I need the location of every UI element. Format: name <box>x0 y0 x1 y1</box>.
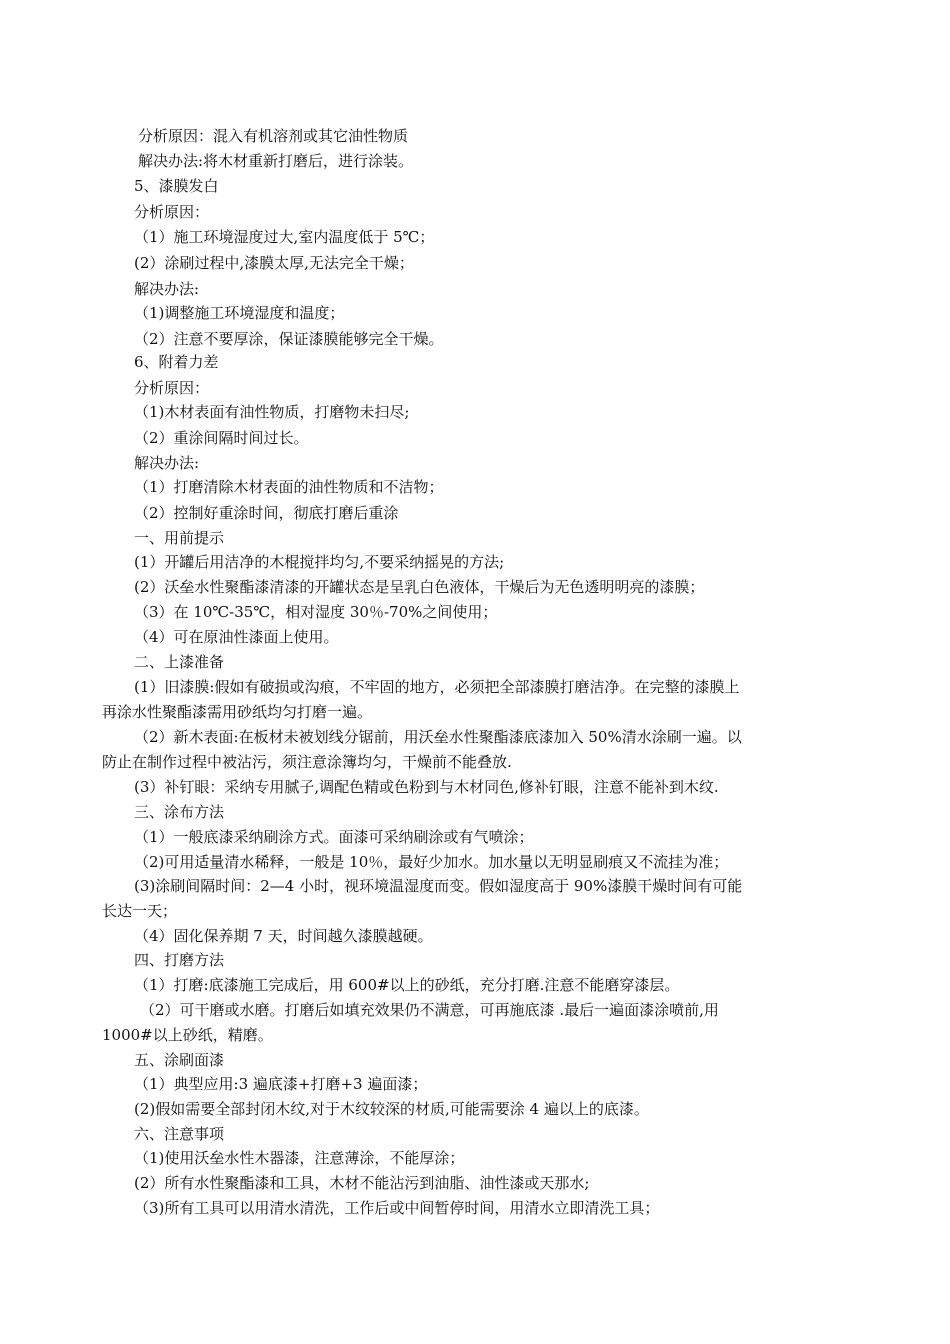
text-line: 防止在制作过程中被沾污，须注意涂簿均匀，干燥前不能叠放. <box>102 753 512 771</box>
text-line: （1）一般底漆采纳刷涂方式。面漆可采纳刷涂或有气喷涂； <box>134 828 534 846</box>
text-line: (2)假如需要全部封闭木纹,对于木纹较深的材质,可能需要涂 4 遍以上的底漆。 <box>134 1100 649 1118</box>
text-line: (2）沃垒水性聚酯漆清漆的开罐状态是呈乳白色液体，干燥后为无色透明明亮的漆膜； <box>134 578 705 596</box>
text-line: （1）施工环境湿度过大,室内温度低于 5℃； <box>134 228 435 246</box>
text-line: （1)使用沃垒水性木器漆，注意薄涂，不能厚涂； <box>134 1149 465 1167</box>
text-line: (3)涂刷间隔时间：2—4 小时，视环境温湿度而变。假如湿度高于 90%漆膜干燥时间有可能 <box>134 877 743 895</box>
section-heading: 四、打磨方法 <box>134 951 225 969</box>
section-heading: 六、注意事项 <box>134 1125 225 1143</box>
text-line: 解决办法: <box>134 454 200 472</box>
text-line: （2）控制好重涂时间，彻底打磨后重涂 <box>134 504 399 522</box>
text-line: （1)木材表面有油性物质，打磨物未扫尽; <box>134 403 410 421</box>
section-heading: 5、漆膜发白 <box>134 177 219 195</box>
section-heading: 二、上漆准备 <box>134 653 225 671</box>
text-line: （1）打磨:底漆施工完成后，用 600#以上的砂纸，充分打磨.注意不能磨穿漆层。 <box>134 976 680 994</box>
text-line: 1000#以上砂纸，精磨。 <box>102 1026 273 1044</box>
text-line: 分析原因： <box>134 203 210 221</box>
text-line: （2）可干磨或水磨。打磨后如填充效果仍不满意，可再施底漆 .最后一遍面漆涂喷前,用 <box>140 1001 719 1019</box>
text-line: （1）典型应用:3 遍底漆+打磨+3 遍面漆； <box>134 1075 428 1093</box>
text-line: （1)调整施工环境湿度和温度； <box>134 304 345 322</box>
text-line: （3)所有工具可以用清水清洗，工作后或中间暂停时间，用清水立即清洗工具； <box>134 1199 660 1217</box>
text-line: （4）固化保养期 7 天，时间越久漆膜越硬。 <box>134 927 433 945</box>
text-line: 长达一天； <box>102 902 178 920</box>
text-line: 分析原因： <box>134 379 210 397</box>
text-line: （2）重涂间隔时间过长。 <box>134 429 309 447</box>
section-heading: 一、用前提示 <box>134 529 225 547</box>
text-line: (1）旧漆膜:假如有破损或沟痕，不牢固的地方，必须把全部漆膜打磨洁净。在完整的漆膜上 <box>134 678 740 696</box>
text-line: （2)可用适量清水稀释，一般是 10％，最好少加水。加水量以无明显刷痕又不流挂为准； <box>134 853 729 871</box>
text-line: （2）注意不要厚涂，保证漆膜能够完全干燥。 <box>134 330 444 348</box>
text-line: （1）打磨清除木材表面的油性物质和不洁物； <box>134 478 444 496</box>
text-line: 解决办法: <box>134 280 200 298</box>
text-line: (2）涂刷过程中,漆膜太厚,无法完全干燥； <box>134 254 414 272</box>
text-line: 分析原因：混入有机溶剂或其它油性物质 <box>138 127 409 145</box>
section-heading: 五、涂刷面漆 <box>134 1051 225 1069</box>
text-line: （4）可在原油性漆面上使用。 <box>134 628 339 646</box>
text-line: 再涂水性聚酯漆需用砂纸均匀打磨一遍。 <box>102 703 373 721</box>
text-line: (1）开罐后用洁净的木棍搅拌均匀,不要采纳摇晃的方法; <box>134 553 505 571</box>
section-heading: 6、附着力差 <box>134 353 219 371</box>
text-line: （2）新木表面:在板材未被划线分锯前，用沃垒水性聚酯漆底漆加入 50%清水涂刷一遍。以 <box>134 728 742 746</box>
text-line: 解决办法:将木材重新打磨后，进行涂装。 <box>138 152 414 170</box>
text-line: (2）所有水性聚酯漆和工具，木材不能沾污到油脂、油性漆或天那水; <box>134 1174 590 1192</box>
text-line: （3）在 10℃-35℃，相对湿度 30％-70%之间使用； <box>134 603 498 621</box>
text-line: (3）补钉眼：采纳专用腻子,调配色精或色粉到与木材同色,修补钉眼，注意不能补到木纹. <box>134 778 719 796</box>
section-heading: 三、涂布方法 <box>134 803 225 821</box>
